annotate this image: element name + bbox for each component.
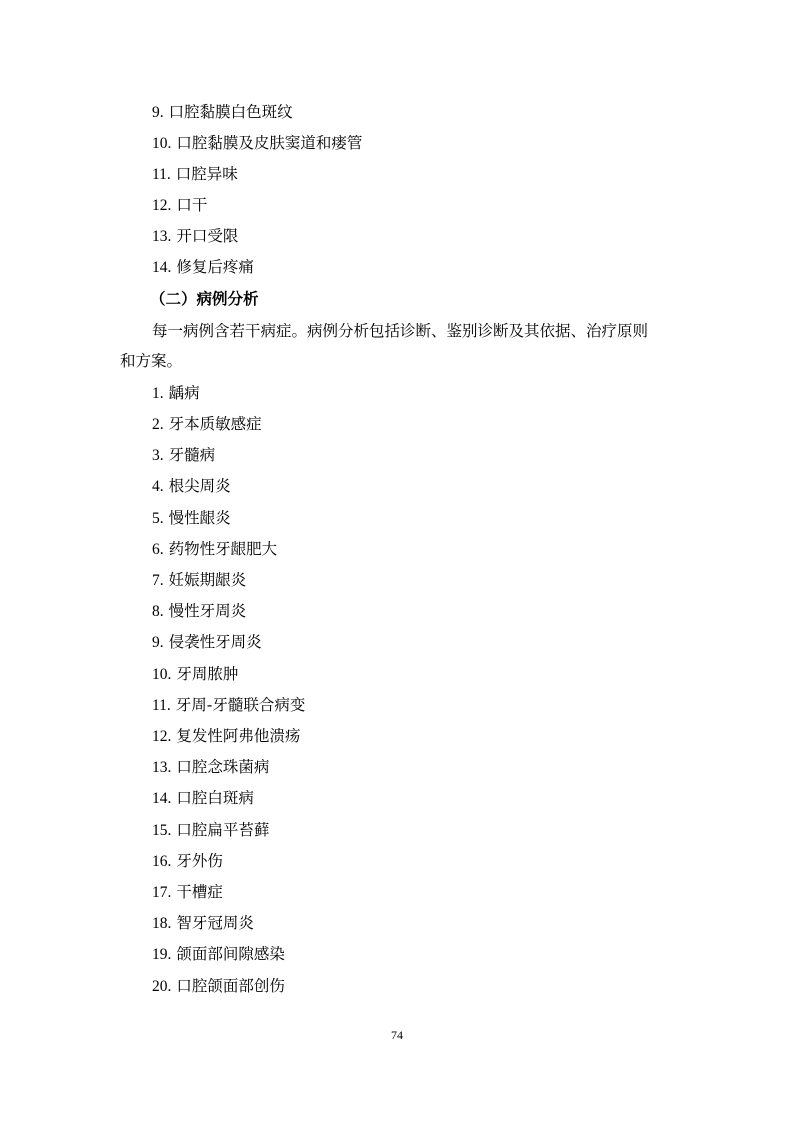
list-item [152,913,254,934]
list-item-text: 慢性龈炎 [168,509,231,527]
list-item [152,133,362,154]
list-item-text: 智牙冠周炎 [176,914,254,932]
list-item-text: 妊娠期龈炎 [168,571,247,589]
list-item-number: 2. [152,416,164,433]
list-item [152,508,231,529]
list-item-number: 17. [152,884,172,901]
list-item [152,476,231,497]
list-item-text: 牙髓病 [168,446,216,464]
list-item [152,757,269,778]
list-item-text: 口腔扁平苔藓 [176,821,270,839]
list-item-text: 口腔白斑病 [176,789,254,807]
list-item-text: 根尖周炎 [168,477,231,495]
paragraph-line: 和方案。 [120,352,183,370]
list-item-text: 复发性阿弗他溃疡 [176,727,301,745]
list-item [152,414,262,435]
list-item-number: 3. [152,447,164,464]
list-item [152,851,223,872]
list-item [152,976,285,997]
list-item [152,882,223,903]
list-item-text: 口干 [176,196,208,214]
list-item-number: 13. [152,759,172,776]
list-item-number: 20. [152,978,172,995]
list-item-text: 慢性牙周炎 [168,602,247,620]
page-number: 74 [391,1028,403,1042]
list-item-number: 13. [152,228,172,245]
list-item-text: 修复后疼痛 [176,258,254,276]
list-item [152,601,246,622]
list-item [152,570,246,591]
list-item-number: 11. [152,697,171,714]
list-item-number: 8. [152,603,164,620]
paragraph-line: 每一病例含若干病症。病例分析包括诊断、鉴别诊断及其依据、治疗原则 [152,322,649,340]
list-item [152,102,293,123]
list-item [152,383,200,404]
list-item-text: 干槽症 [176,883,223,901]
list-item-text: 口腔异味 [175,165,238,183]
list-item-number: 10. [152,135,172,152]
list-item [152,257,254,278]
list-item-text: 牙周脓肿 [176,665,239,683]
list-item-number: 14. [152,790,172,807]
list-item-text: 侵袭性牙周炎 [168,633,262,651]
list-item [152,164,238,185]
list-item-text: 口腔念珠菌病 [176,758,270,776]
list-item-text: 牙周-牙髓联合病变 [175,696,306,714]
list-item [152,726,300,747]
list-item-number: 7. [152,572,164,589]
list-item-number: 1. [152,385,164,402]
list-item-number: 4. [152,478,164,495]
list-item-number: 10. [152,666,172,683]
section-heading: （二）病例分析 [150,290,259,308]
list-item-number: 12. [152,197,172,214]
list-item [152,695,305,716]
list-item-text: 口腔黏膜及皮肤窦道和瘘管 [176,134,363,152]
list-item-text: 开口受限 [176,227,239,245]
list-item-number: 15. [152,822,172,839]
list-item-number: 12. [152,728,172,745]
list-item-number: 14. [152,259,172,276]
list-item-number: 6. [152,541,164,558]
list-item-text: 口腔颌面部创伤 [176,977,285,995]
list-item-text: 龋病 [168,384,200,402]
list-item-number: 19. [152,946,172,963]
list-item-number: 9. [152,104,164,121]
list-item-number: 9. [152,634,164,651]
list-item-text: 牙本质敏感症 [168,415,262,433]
list-item-text: 药物性牙龈肥大 [168,540,278,558]
list-item-number: 5. [152,510,164,527]
list-item [152,539,277,560]
list-item-number: 18. [152,915,172,932]
list-item [152,820,269,841]
list-item-number: 11. [152,166,171,183]
list-item-text: 颌面部间隙感染 [176,945,285,963]
list-item-text: 口腔黏膜白色斑纹 [168,103,293,121]
list-item [152,226,238,247]
list-item [152,195,207,216]
list-item [152,664,238,685]
list-item [152,944,285,965]
list-item [152,788,254,809]
list-item-number: 16. [152,853,172,870]
list-item [152,632,262,653]
list-item [152,445,215,466]
list-item-text: 牙外伤 [176,852,223,870]
